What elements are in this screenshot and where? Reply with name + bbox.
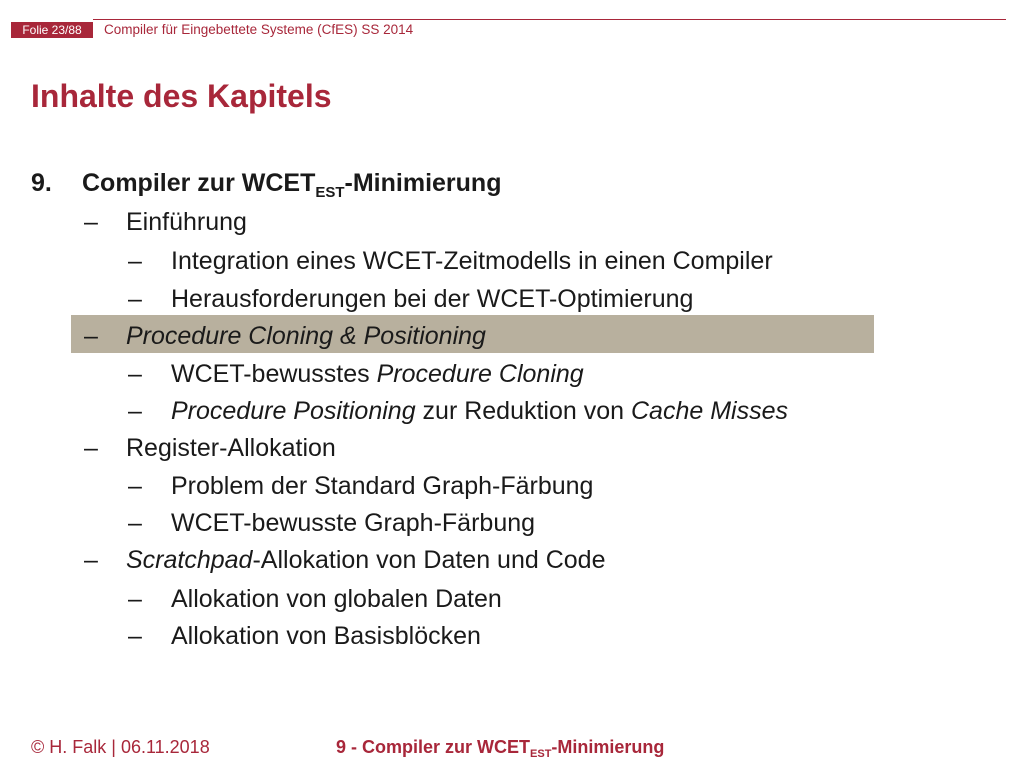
bullet-dash: – [84,322,98,350]
footer-author-date: © H. Falk | 06.11.2018 [31,737,210,757]
list-item-label: WCET-bewusstes Procedure Cloning [171,360,584,388]
list-item-label: Procedure Positioning zur Reduktion von Cache Misses [171,397,788,425]
list-item-label: Scratchpad-Allokation von Daten und Code [126,546,606,574]
bullet-dash: – [128,397,142,425]
course-title: Compiler für Eingebettete Systeme (CfES) SS 2014 [104,22,414,37]
list-item-label: Allokation von Basisblöcken [171,622,481,650]
header-divider [93,19,1006,20]
list-item-label: Allokation von globalen Daten [171,585,502,613]
list-item-label: Procedure Cloning & Positioning [126,322,486,350]
bullet-dash: – [128,285,142,313]
list-item-label: Herausforderungen bei der WCET-Optimierung [171,285,694,313]
chapter-number: 9. [31,169,52,197]
slide-number-badge: Folie 23/88 [11,22,93,38]
bullet-dash: – [128,472,142,500]
bullet-dash: – [128,509,142,537]
bullet-dash: – [128,585,142,613]
bullet-dash: – [84,434,98,462]
bullet-dash: – [128,247,142,275]
list-item-label: Einführung [126,208,247,236]
slide-header [0,0,1024,40]
list-item-label: Problem der Standard Graph-Färbung [171,472,594,500]
bullet-dash: – [128,360,142,388]
list-item-label: Register-Allokation [126,434,336,462]
list-item-label: WCET-bewusste Graph-Färbung [171,509,536,537]
bullet-dash: – [128,622,142,650]
footer-chapter-title: 9 - Compiler zur $WCET_{EST}$-Minimierung [336,737,665,760]
list-item-label: Integration eines WCET-Zeitmodells in einen Compiler [171,247,773,275]
bullet-dash: – [84,208,98,236]
chapter-title: Compiler zur $WCET_{EST}$-Minimierung [82,169,502,201]
slide-title: Inhalte des Kapitels [31,78,332,114]
bullet-dash: – [84,546,98,574]
